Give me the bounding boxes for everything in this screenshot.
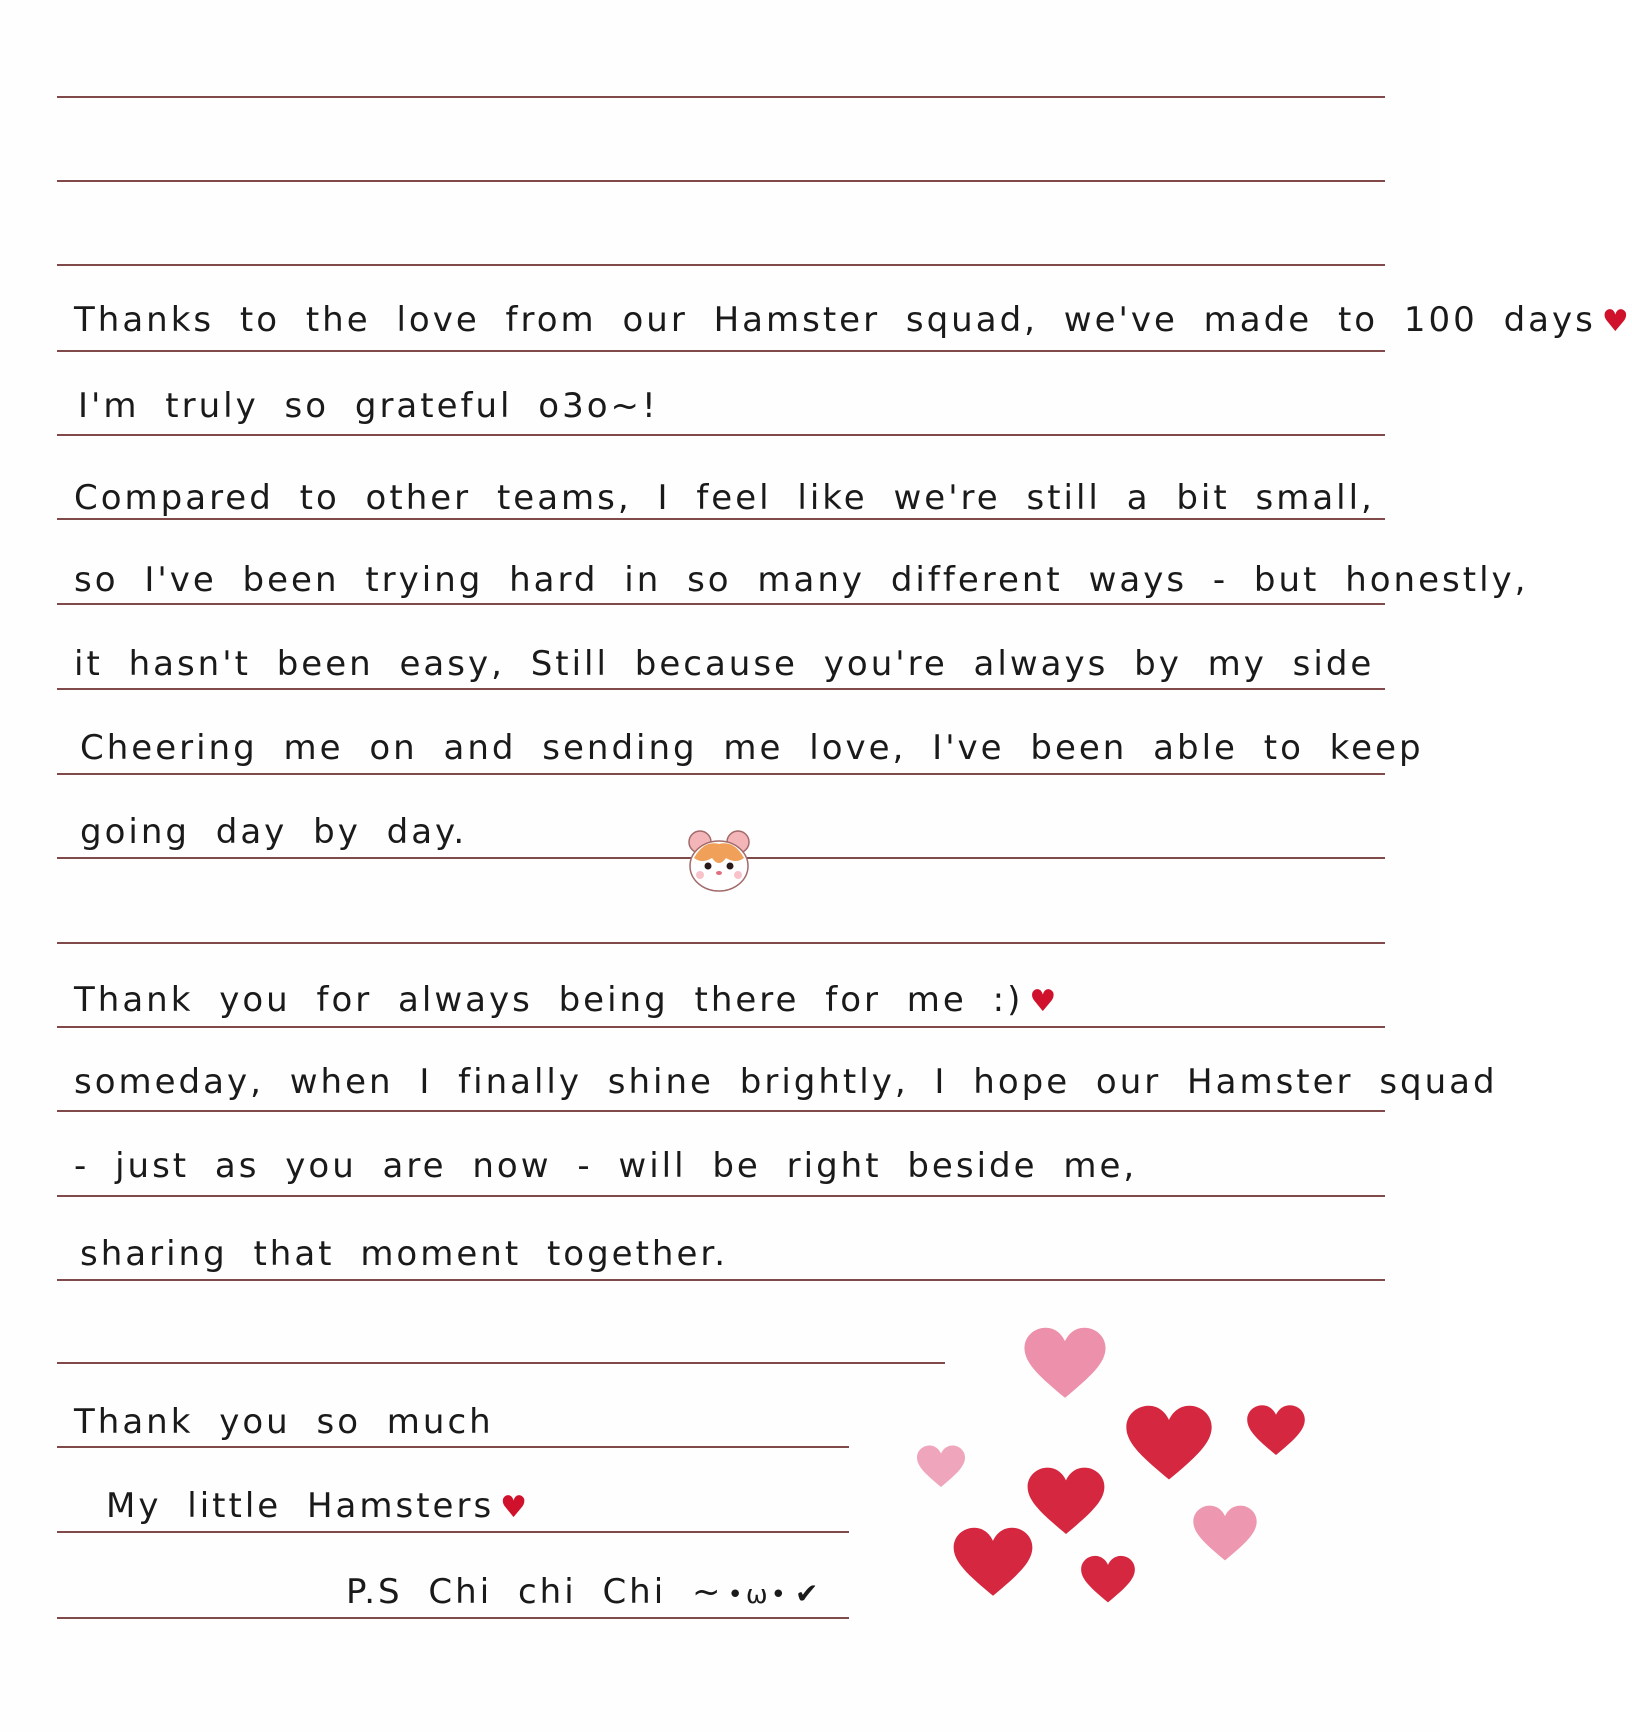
heart-icon: ♥: [500, 1489, 531, 1525]
ruled-line: [57, 942, 1385, 944]
line-text: Compared to other teams, I feel like we're still a bit small,: [74, 478, 1375, 518]
line-text: I'm truly so grateful o3o~!: [78, 386, 659, 426]
letter-line: [80, 812, 467, 852]
closing-line: [106, 1486, 530, 1528]
line-text: so I've been trying hard in so many different ways - but honestly,: [74, 560, 1529, 600]
ruled-line: [57, 1026, 1385, 1028]
signature-text: P.S Chi chi Chi ~: [346, 1572, 724, 1612]
line-text: Thanks to the love from our Hamster squad, we've made to 100 days: [74, 300, 1596, 340]
heart-icon: ♥: [1601, 303, 1632, 339]
ruled-line: [57, 180, 1385, 182]
heart-stamp-icon: [916, 1444, 966, 1490]
letter-line: [74, 478, 1375, 518]
line-text: Thank you so much: [74, 1402, 494, 1442]
ruled-line: [57, 1446, 849, 1448]
ruled-line: [57, 434, 1385, 436]
ruled-line: [57, 518, 1385, 520]
heart-stamp-icon: [1080, 1554, 1136, 1606]
letter-line: [74, 1062, 1498, 1102]
ruled-line: [57, 350, 1385, 352]
letter-line: [74, 1146, 1137, 1186]
letter-line: [74, 300, 1632, 342]
ruled-line: [57, 603, 1385, 605]
heart-stamp-icon: [1124, 1404, 1214, 1484]
line-text: it hasn't been easy, Still because you're always by my side: [74, 644, 1375, 684]
line-text: My little Hamsters: [106, 1486, 495, 1526]
ruled-line: [57, 1617, 849, 1619]
ruled-line: [57, 773, 1385, 775]
letter-line: [80, 1234, 728, 1274]
ruled-line: [57, 264, 1385, 266]
heart-stamp-icon: [1022, 1326, 1108, 1402]
closing-signature: [346, 1572, 821, 1615]
check-heart-icon: ✔: [794, 1577, 822, 1610]
letter-line: [74, 980, 1059, 1022]
ruled-line: [57, 1279, 1385, 1281]
letter-line: [74, 560, 1528, 600]
heart-icon: ♥: [1029, 983, 1060, 1019]
ruled-line: [57, 1110, 1385, 1112]
letter-line: [74, 644, 1374, 684]
heart-stamp-icon: [952, 1526, 1034, 1600]
closing-line: [74, 1402, 494, 1442]
letter-line: [78, 386, 659, 426]
hamster-face-icon: [686, 828, 752, 894]
heart-stamp-icon: [1026, 1466, 1106, 1538]
ruled-line: [57, 1531, 849, 1533]
ruled-line: [57, 1195, 1385, 1197]
ruled-line: [57, 96, 1385, 98]
heart-stamp-icon: [1192, 1504, 1258, 1564]
ruled-line: [57, 1362, 945, 1364]
line-text: going day by day.: [80, 812, 468, 852]
line-text: someday, when I finally shine brightly, I hope our Hamster squad: [74, 1062, 1498, 1102]
line-text: sharing that moment together.: [80, 1234, 729, 1274]
ruled-line: [57, 688, 1385, 690]
line-text: - just as you are now - will be right beside me,: [74, 1146, 1138, 1186]
letter-line: [80, 728, 1424, 768]
line-text: Cheering me on and sending me love, I've been able to keep: [80, 728, 1424, 768]
line-text: Thank you for always being there for me :): [74, 980, 1024, 1020]
heart-stamp-icon: [1246, 1404, 1306, 1458]
emoticon: •ω•: [727, 1580, 789, 1610]
